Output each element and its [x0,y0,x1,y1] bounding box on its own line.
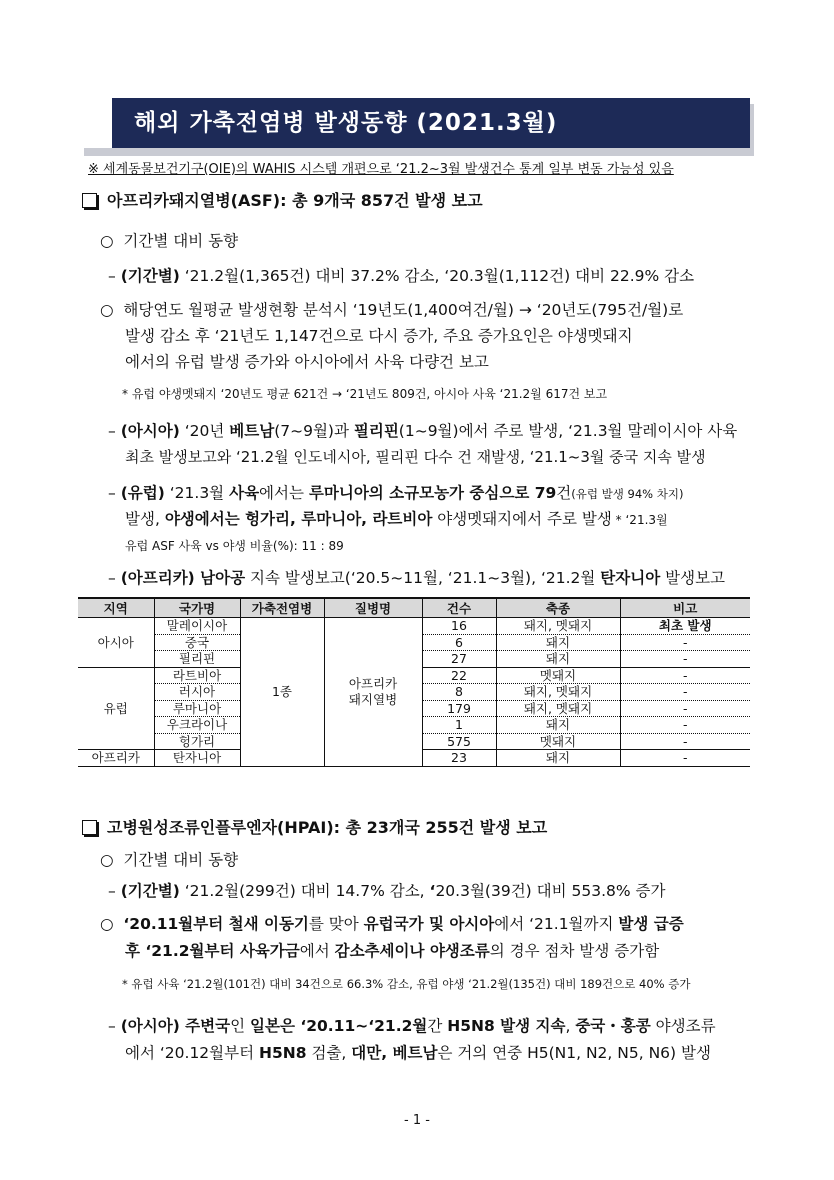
region-cell: 아시아 [78,618,154,668]
asf-dash-period: – (기간별) ‘21.2월(1,365건) 대비 37.2% 감소, ‘20.3월(1,112건) 대비 22.9% 감소 [108,267,695,285]
country-cell: 러시아 [154,684,240,701]
country-cell: 루마니아 [154,700,240,717]
count-cell: 179 [422,700,496,717]
hpai-dash-asia-line2: 에서 ‘20.12월부터 H5N8 검출, 대만, 베트남은 거의 연중 H5(N1, N2, N5, N6) 발생 [125,1044,711,1062]
asf-outbreak-table [78,597,750,767]
note-cell: - [620,651,750,668]
asf-bullet-1: ○ 기간별 대비 동향 [100,232,239,250]
hpai-dash-period: – (기간별) ‘21.2월(299건) 대비 14.7% 감소, ‘20.3월(39건) 대비 553.8% 증가 [108,882,666,900]
asf-footnote: * 유럽 야생멧돼지 ‘20년도 평균 621건 → ‘21년도 809건, 아시아 사육 ‘21.2월 617건 보고 [122,387,608,401]
count-cell: 23 [422,750,496,767]
top-note: ※ 세계동물보건기구(OIE)의 WAHIS 시스템 개편으로 ‘21.2~3월 발생건수 통계 일부 변동 가능성 있음 [88,162,674,177]
circle-bullet-icon: ○ [100,915,114,933]
species-cell: 돼지, 멧돼지 [496,618,620,635]
country-cell: 탄자니아 [154,750,240,767]
note-cell: - [620,717,750,734]
hpai-footnote: * 유럽 사육 ‘21.2월(101건) 대비 34건으로 66.3% 감소, 유럽 야생 ‘21.2월(135건) 대비 189건으로 40% 증가 [122,977,691,991]
asf-dash-africa: – (아프리카) 남아공 지속 발생보고(‘20.5~11월, ‘21.1~3월), ‘21.2월 탄자니아 발생보고 [108,569,726,587]
region-cell: 아프리카 [78,750,154,767]
species-cell: 돼지 [496,750,620,767]
circle-bullet-icon: ○ [100,851,114,869]
col-header-country: 국가명 [154,598,240,618]
col-header-region: 지역 [78,598,154,618]
table-row [78,618,750,635]
country-cell: 우크라이나 [154,717,240,734]
hpai-bullet-2-line2: 후 ‘21.2월부터 사육가금에서 감소추세이나 야생조류의 경우 점차 발생 증가함 [125,942,660,960]
checkbox-square-icon [82,193,97,208]
col-header-disease-class: 가축전염병 [240,598,324,618]
table-header-row [78,598,750,618]
asf-dash-europe-line2: 발생, 야생에서는 헝가리, 루마니아, 라트비아 야생멧돼지에서 주로 발생 * ‘21.3월 [125,510,668,528]
count-cell: 6 [422,634,496,651]
circle-bullet-icon: ○ [100,301,114,319]
asf-bullet-2: ○ 해당연도 월평균 발생현황 분석시 ‘19년도(1,400여건/월) → ‘20년도(795건/월)로 [100,301,684,319]
count-cell: 22 [422,667,496,684]
species-cell: 돼지 [496,634,620,651]
page-number: - 1 - [404,1113,430,1128]
asf-heading-text: 아프리카돼지열병(ASF): 총 9개국 857건 발생 보고 [107,191,483,210]
col-header-note: 비고 [620,598,750,618]
hpai-heading-text: 고병원성조류인플루엔자(HPAI): 총 23개국 255건 발생 보고 [107,818,548,837]
disease-class-cell: 1종 [240,618,324,767]
hpai-dash-asia: – (아시아) 주변국인 일본은 ‘20.11~‘21.2월간 H5N8 발생 지속, 중국・홍콩 야생조류 [108,1017,716,1035]
asf-heading [82,188,483,211]
note-cell: 최초 발생 [620,618,750,635]
hpai-heading [82,815,547,838]
count-cell: 27 [422,651,496,668]
note-cell: - [620,733,750,750]
country-cell: 라트비아 [154,667,240,684]
note-cell: - [620,634,750,651]
species-cell: 멧돼지 [496,733,620,750]
title-banner [78,98,750,156]
note-cell: - [620,684,750,701]
asf-bullet-2-line2: 발생 감소 후 ‘21년도 1,147건으로 다시 증가, 주요 증가요인은 야생멧돼지 [125,327,633,345]
hpai-bullet-2: ○ ‘20.11월부터 철새 이동기를 맞아 유럽국가 및 아시아에서 ‘21.1월까지 발생 급증 [100,915,684,933]
asf-dash-europe: – (유럽) ‘21.3월 사육에서는 루마니아의 소규모농가 중심으로 79건(유럽 발생 94% 차지) [108,484,684,502]
note-cell: - [620,667,750,684]
note-cell: - [620,700,750,717]
species-cell: 멧돼지 [496,667,620,684]
asf-dash-asia-line2: 최초 발생보고와 ‘21.2월 인도네시아, 필리핀 다수 건 재발생, ‘21.1~3월 중국 지속 발생 [125,448,706,466]
circle-bullet-icon: ○ [100,232,114,250]
note-cell: - [620,750,750,767]
species-cell: 돼지 [496,651,620,668]
count-cell: 8 [422,684,496,701]
count-cell: 16 [422,618,496,635]
country-cell: 중국 [154,634,240,651]
disease-name-cell: 아프리카 돼지열병 [324,618,422,767]
species-cell: 돼지 [496,717,620,734]
col-header-disease-name: 질병명 [324,598,422,618]
checkbox-square-icon [82,820,97,835]
asf-bullet-2-line3: 에서의 유럽 발생 증가와 아시아에서 사육 다량건 보고 [125,353,489,371]
count-cell: 1 [422,717,496,734]
count-cell: 575 [422,733,496,750]
country-cell: 헝가리 [154,733,240,750]
col-header-species: 축종 [496,598,620,618]
col-header-count: 건수 [422,598,496,618]
region-cell: 유럽 [78,667,154,750]
hpai-bullet-1: ○ 기간별 대비 동향 [100,851,239,869]
species-cell: 돼지, 멧돼지 [496,700,620,717]
asf-europe-ratio: 유럽 ASF 사육 vs 야생 비율(%): 11 : 89 [125,539,344,553]
asf-dash-asia: – (아시아) ‘20년 베트남(7~9월)과 필리핀(1~9월)에서 주로 발생, ‘21.3월 말레이시아 사육 [108,422,738,440]
title-left-block [78,98,114,148]
page-title: 해외 가축전염병 발생동향 (2021.3월) [114,98,750,148]
country-cell: 필리핀 [154,651,240,668]
species-cell: 돼지, 멧돼지 [496,684,620,701]
country-cell: 말레이시아 [154,618,240,635]
